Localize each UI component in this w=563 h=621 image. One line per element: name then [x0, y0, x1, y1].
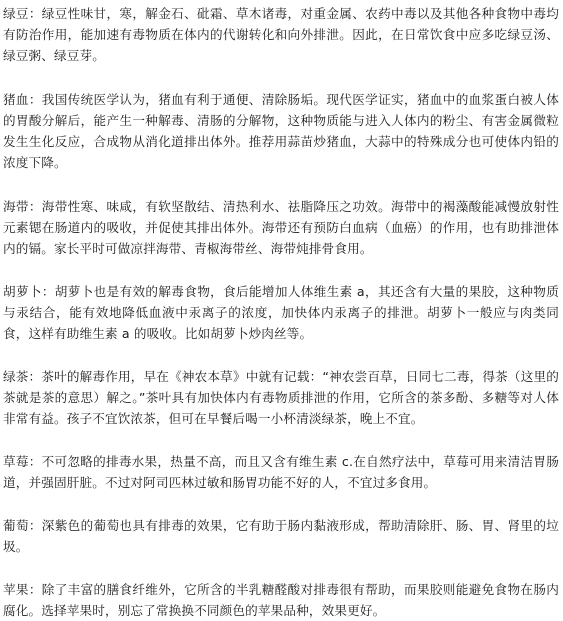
- paragraph-mung-bean: 绿豆：绿豆性味甘，寒，解金石、砒霜、草木诸毒，对重金属、农药中毒以及其他各种食物中毒均有防治作用，能加速有毒物质在体内的代谢转化和向外排泄。因此，在日常饮食中应多吃绿豆汤、绿豆粥、绿豆芽。: [3, 6, 559, 63]
- paragraph-green-tea: 绿茶：茶叶的解毒作用，早在《神农本草》中就有记载：“神农尝百草，日同七二毒，得茶（这里的茶就是茶的意思）解之。”茶叶具有加快体内有毒物质排泄的作用，它所含的茶多酚、多糖等对人体非常有益。孩子不宜饮浓茶，但可在早餐后喝一小杯清淡绿茶，晚上不宜。: [3, 369, 559, 426]
- paragraph-kelp: 海带：海带性寒、味咸，有软坚散结、清热利水、祛脂降压之功效。海带中的褐藻酸能减慢放射性元素锶在肠道内的吸收，并促使其排出体外。海带还有预防白血病（血癌）的作用，也有助排泄体内的镉。家长平时可做凉拌海带、青椒海带丝、海带炖排骨食用。: [3, 199, 559, 256]
- paragraph-carrot: 胡萝卜：胡萝卜也是有效的解毒食物，食后能增加人体维生素 a，其还含有大量的果胶，这种物质与汞结合，能有效地降低血液中汞离子的浓度，加快体内汞离子的排泄。胡萝卜一般应与肉类同食，这样有助维生素 a 的吸收。比如胡萝卜炒肉丝等。: [3, 284, 559, 341]
- paragraph-apple: 苹果：除了丰富的膳食纤维外，它所含的半乳糖醛酸对排毒很有帮助，而果胶则能避免食物在肠内腐化。选择苹果时，别忘了常换换不同颜色的苹果品种，效果更好。: [3, 582, 559, 618]
- document-body: [3, 3, 559, 621]
- paragraph-pig-blood: 猪血：我国传统医学认为，猪血有利于通便、清除肠垢。现代医学证实，猪血中的血浆蛋白被人体的胃酸分解后，能产生一种解毒、清肠的分解物，这种物质能与进入人体内的粉尘、有害金属微粒发生生化反应，合成物从消化道排出体外。推荐用蒜苗炒猪血，大蒜中的特殊成分也可使体内铅的浓度下降。: [3, 92, 559, 170]
- paragraph-strawberry: 草莓：不可忽略的排毒水果，热量不高，而且又含有维生素 c.在自然疗法中，草莓可用来清洁胃肠道，并强固肝脏。不过对阿司匹林过敏和肠胃功能不好的人，不宜过多食用。: [3, 454, 559, 490]
- paragraph-grape: 葡萄：深紫色的葡萄也具有排毒的效果，它有助于肠内黏液形成，帮助清除肝、肠、胃、肾里的垃圾。: [3, 518, 559, 554]
